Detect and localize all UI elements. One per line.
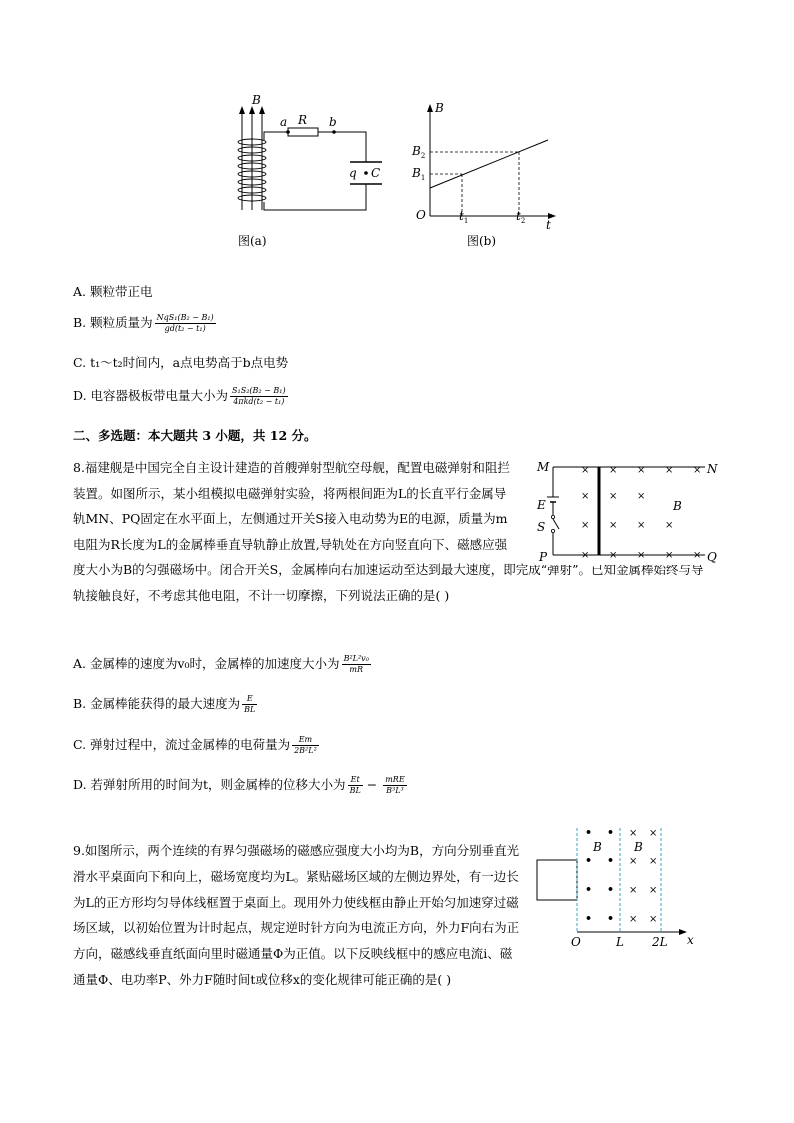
field-b-left-label: B: [593, 840, 602, 854]
rail-p-label: P: [539, 550, 548, 564]
q7-option-d-fraction: [230, 386, 288, 407]
q7-b-numerator: NqS₁(B₂ − B₁): [156, 313, 214, 322]
q8-option-b-prefix: B. 金属棒能获得的最大速度为: [73, 696, 241, 711]
q8-d-denominator-1: BL: [349, 786, 361, 795]
field-b-right-label: B: [634, 840, 643, 854]
cross-mark: ×: [629, 885, 638, 896]
label-c: C: [371, 166, 381, 180]
cross-mark: ×: [637, 491, 646, 502]
dot-mark: •: [607, 854, 615, 867]
cross-mark: ×: [609, 465, 618, 476]
dot-mark: •: [585, 826, 593, 839]
q9-figure: [535, 826, 710, 951]
axis-b-label: B: [435, 101, 444, 115]
section-heading: 二、多选题：本大题共 3 小题，共 12 分。: [73, 428, 317, 443]
t1-sub: 1: [463, 217, 469, 225]
dot-mark: •: [607, 826, 615, 839]
cross-mark: ×: [609, 491, 618, 502]
rail-m-label: M: [537, 460, 550, 474]
q8-option-c-fraction: [292, 735, 319, 756]
q8-option-a-prefix: A. 金属棒的速度为v₀时，金属棒的加速度大小为: [73, 656, 340, 671]
label-q: q: [349, 166, 357, 180]
q8-option-a-fraction: [342, 654, 371, 675]
q7-d-denominator: 4πkd(t₂ − t₁): [233, 397, 285, 406]
dot-mark: •: [607, 912, 615, 925]
switch-s-label: S: [537, 520, 546, 534]
t2-sub: 2: [520, 217, 526, 225]
q7-option-b-fraction: [155, 313, 216, 334]
cross-mark: ×: [629, 856, 638, 867]
q8-d-denominator-2: B³L³: [386, 786, 404, 795]
q8-a-numerator: B²L²v₀: [343, 654, 369, 663]
rail-n-label: N: [707, 462, 718, 476]
cross-mark: ×: [629, 914, 638, 925]
figure-a: [228, 90, 381, 250]
q8-option-d-fraction-2: [383, 775, 406, 796]
q8-d-numerator-2: mRE: [385, 775, 405, 784]
origin-label: O: [416, 208, 426, 222]
axis-x-label: x: [687, 933, 694, 947]
dot-mark: •: [607, 883, 615, 896]
q7-option-d: [73, 386, 288, 407]
t1-main: t: [459, 209, 464, 223]
q8-a-denominator: mR: [349, 665, 364, 674]
q7-option-b-prefix: B. 颗粒质量为: [73, 315, 153, 330]
b1-label: [411, 166, 425, 182]
q8-option-c-prefix: C. 弹射过程中，流过金属棒的电荷量为: [73, 737, 291, 752]
figure-b: [408, 98, 568, 233]
label-a: a: [280, 115, 288, 129]
cross-mark: ×: [649, 856, 658, 867]
q8-c-numerator: Em: [292, 735, 319, 746]
cross-mark: ×: [581, 491, 590, 502]
cross-mark: ×: [581, 465, 590, 476]
q8-d-minus: −: [366, 777, 378, 792]
label-b-point: b: [329, 115, 337, 129]
cross-mark: ×: [609, 550, 618, 561]
q8-d-numerator-1: Et: [348, 775, 363, 786]
source-e-label: E: [537, 498, 546, 512]
label-r: R: [298, 113, 308, 127]
field-b-label: B: [252, 93, 261, 107]
t1-label: [459, 209, 468, 225]
cross-mark: ×: [665, 465, 674, 476]
q7-option-b: [73, 313, 216, 334]
dot-mark: •: [585, 883, 593, 896]
cross-mark: ×: [693, 465, 702, 476]
q8-option-c: [73, 735, 319, 756]
q8-option-b-fraction: [242, 694, 257, 715]
rail-q-label: Q: [707, 550, 717, 564]
cross-mark: ×: [665, 550, 674, 561]
q8-figure: [535, 457, 725, 565]
cross-mark: ×: [649, 914, 658, 925]
tick-l-label: L: [616, 935, 624, 949]
q7-b-denominator: gd(t₂ − t₁): [164, 324, 206, 333]
dot-mark: •: [585, 854, 593, 867]
tick-2l-label: 2L: [652, 935, 668, 949]
b2-main: B: [412, 144, 421, 158]
q7-d-numerator: S₁S₂(B₂ − B₁): [232, 386, 286, 395]
cross-mark: ×: [637, 465, 646, 476]
cross-mark: ×: [649, 885, 658, 896]
q7-option-c: C. t₁～t₂时间内，a点电势高于b点电势: [73, 355, 289, 370]
cross-mark: ×: [581, 550, 590, 561]
t2-label: [516, 209, 525, 225]
q8-stem-text: 8.福建舰是中国完全自主设计建造的首艘弹射型航空母舰，配置电磁弹射和阻拦装置。如图所示，某小组模拟电磁弹射实验，将两根间距为L的长直平行金属导轨MN、PQ固定在水平面上，左侧通过开关S接入电动势为E的电源，质量为m电阻为R长度为L的金属棒垂直导轨静止放置,导轨处在方向竖直向下、磁感应强度大小为B的匀强磁场中。闭合开关S，金属棒向右加速运动至达到最大速度，即完成“弹射”。已知金属棒始终与导轨接触良好，不考虑其他电阻，不计一切摩擦，下列说法正确的是( ): [73, 460, 704, 603]
cross-mark: ×: [665, 520, 674, 531]
q8-c-denominator: 2B²L²: [294, 746, 317, 755]
q9-stem-text: 9.如图所示，两个连续的有界匀强磁场的磁感应强度大小均为B，方向分别垂直光滑水平桌面向下和向上，磁场宽度均为L。紧贴磁场区域的左侧边界处，有一边长为L的正方形均匀导体线框置于桌面上。现用外力使线框由静止开始匀加速穿过磁场区域，以初始位置为计时起点，规定逆时针方向为电流正方向，外力F向右为正方向，磁感线垂直纸面向里时磁通量Φ为正值。以下反映线框中的感应电流i、磁通量Φ、电功率P、外力F随时间t或位移x的变化规律可能正确的是( ): [73, 843, 520, 987]
b2-sub: 2: [420, 152, 426, 160]
cross-mark: ×: [693, 550, 702, 561]
field-b-label: B: [673, 499, 682, 513]
q8-option-d-prefix: D. 若弹射所用的时间为t，则金属棒的位移大小为: [73, 777, 346, 792]
cross-mark: ×: [629, 828, 638, 839]
axis-t-label: t: [546, 218, 551, 232]
q7-option-d-prefix: D. 电容器极板带电量大小为: [73, 388, 229, 403]
b1-sub: 1: [420, 174, 426, 182]
origin-label: O: [571, 935, 581, 949]
dot-mark: •: [585, 912, 593, 925]
t2-main: t: [516, 209, 521, 223]
q8-option-d: [73, 775, 407, 796]
q8-b-numerator: E: [242, 694, 257, 705]
cross-mark: ×: [609, 520, 618, 531]
b2-label: [411, 144, 425, 160]
figure-b-caption: 图(b): [467, 234, 497, 248]
q8-option-d-fraction-1: [348, 775, 363, 796]
q9-stem: [73, 838, 523, 993]
q7-option-a: A. 颗粒带正电: [73, 284, 153, 299]
q8-option-b: [73, 694, 257, 715]
cross-mark: ×: [637, 550, 646, 561]
cross-mark: ×: [649, 828, 658, 839]
b1-main: B: [412, 166, 421, 180]
cross-mark: ×: [581, 520, 590, 531]
q8-option-a: [73, 654, 371, 675]
cross-mark: ×: [637, 520, 646, 531]
figure-a-caption: 图(a): [238, 234, 267, 248]
q8-b-denominator: BL: [244, 705, 256, 714]
